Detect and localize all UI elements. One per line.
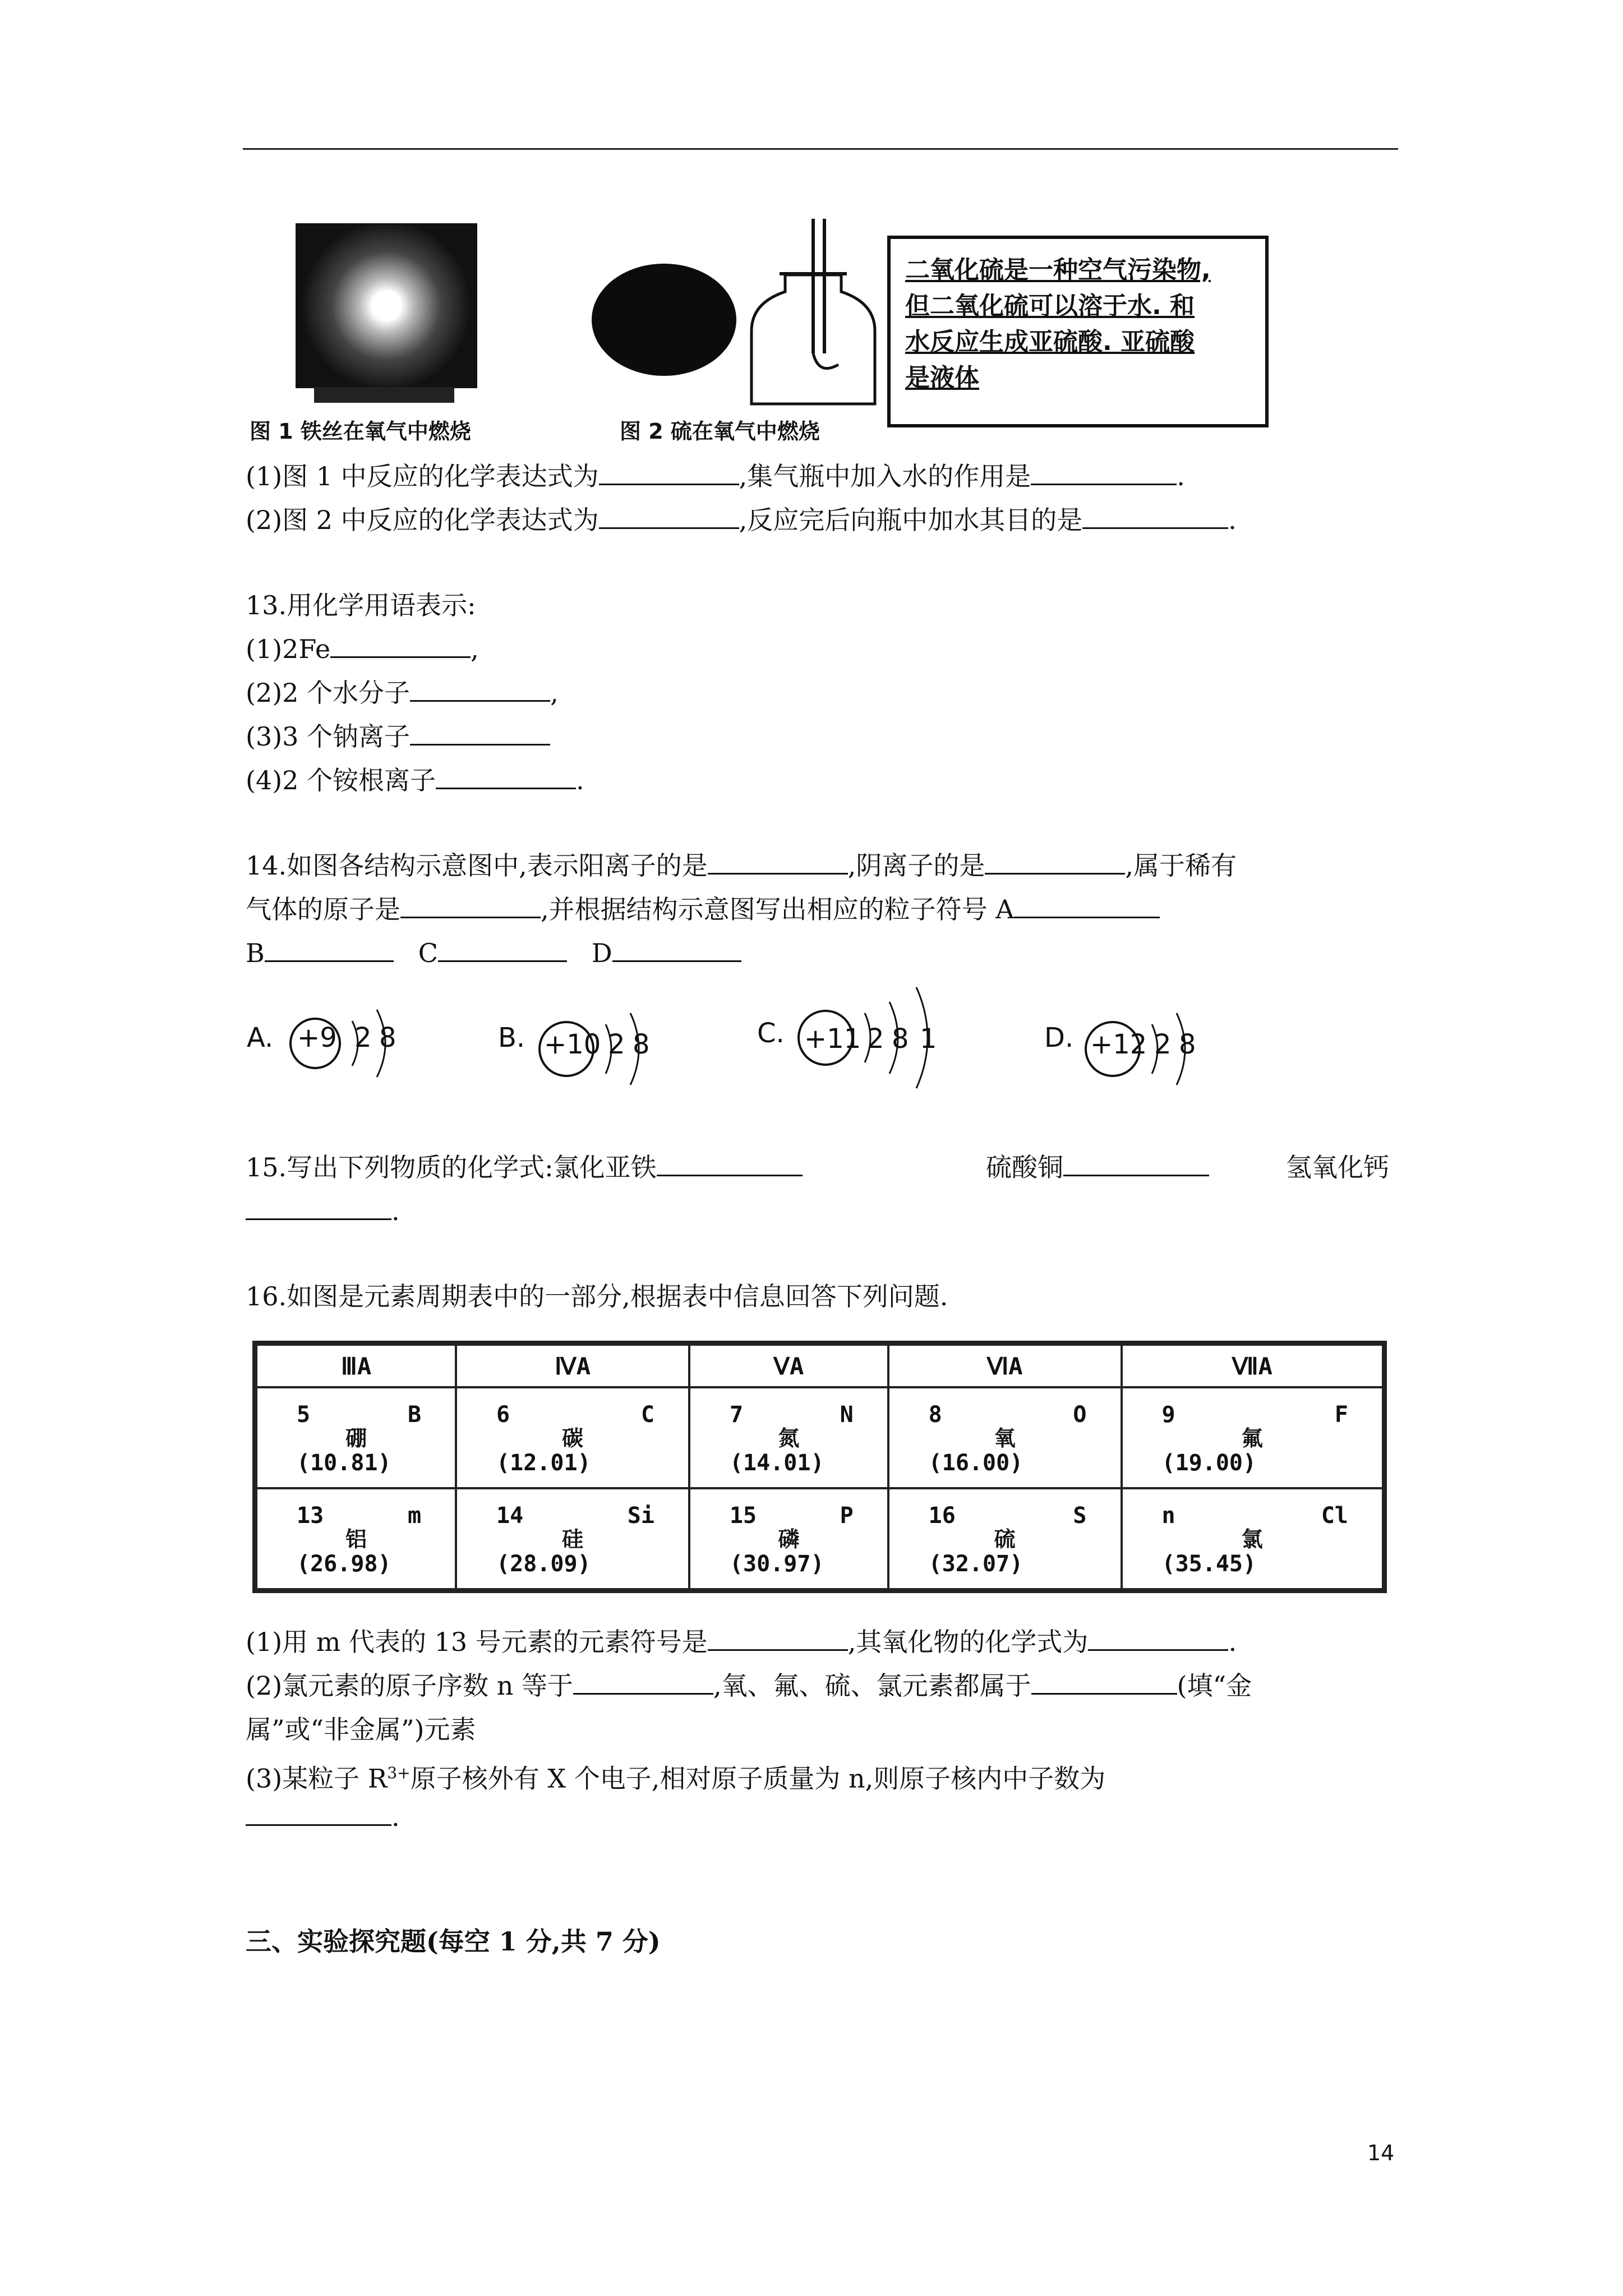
answer-blank[interactable] xyxy=(265,931,394,962)
section-heading: 三、实验探究题(每空 1 分,共 7 分) xyxy=(246,1926,661,1957)
element-cell: 8 O 氧 (16.00) xyxy=(888,1387,1122,1488)
element-cell: 14 Si 硅 (28.09) xyxy=(456,1488,689,1589)
q13-item: (2)2 个水分子 , xyxy=(246,671,559,715)
element-cell: n Cl 氯 (35.45) xyxy=(1122,1488,1384,1589)
answer-blank[interactable] xyxy=(985,844,1125,875)
answer-blank[interactable] xyxy=(1031,1664,1177,1695)
element-cell: 15 P 磷 (30.97) xyxy=(689,1488,888,1589)
answer-blank[interactable] xyxy=(400,887,541,918)
atom-diagram-a: A. +9 2 8 xyxy=(247,987,432,1099)
answer-blank[interactable] xyxy=(330,627,471,658)
group-header: ⅥA xyxy=(888,1345,1122,1387)
q13-item: (1)2Fe , xyxy=(246,627,479,671)
q16-part2: (2)氯元素的原子序数 n 等于 ,氧、氟、硫、氯元素都属于 (填“金 xyxy=(246,1664,1252,1708)
sulfur-burning-flame xyxy=(592,264,736,376)
answer-blank[interactable] xyxy=(438,931,567,962)
element-cell: 6 C 碳 (12.01) xyxy=(456,1387,689,1488)
element-cell: 5 B 硼 (10.81) xyxy=(256,1387,456,1488)
answer-blank[interactable] xyxy=(657,1145,803,1176)
answer-blank[interactable] xyxy=(1014,887,1160,918)
q12-part1: (1)图 1 中反应的化学表达式为 ,集气瓶中加入水的作用是 . xyxy=(246,454,1185,498)
atom-diagram-b: B. +10 2 8 xyxy=(498,987,689,1099)
answer-blank[interactable] xyxy=(599,498,739,529)
q16-title: 16.如图是元素周期表中的一部分,根据表中信息回答下列问题. xyxy=(246,1281,948,1312)
element-cell: 7 N 氮 (14.01) xyxy=(689,1387,888,1488)
photo-base xyxy=(314,387,454,403)
element-cell: 13 m 铝 (26.98) xyxy=(256,1488,456,1589)
group-header: ⅤA xyxy=(689,1345,888,1387)
answer-blank[interactable] xyxy=(708,844,848,875)
group-header: ⅦA xyxy=(1122,1345,1384,1387)
iron-wire-burning-photo xyxy=(296,223,477,388)
element-cell: 9 F 氟 (19.00) xyxy=(1122,1387,1384,1488)
answer-blank[interactable] xyxy=(410,671,550,702)
answer-blank[interactable] xyxy=(708,1620,848,1651)
q16-part2-cont: 属”或“非金属”)元素 xyxy=(246,1714,476,1745)
answer-blank[interactable] xyxy=(573,1664,713,1695)
gas-bottle-diagram xyxy=(740,213,892,415)
figure1-caption: 图 1 铁丝在氧气中燃烧 xyxy=(250,419,471,444)
answer-blank[interactable] xyxy=(1063,1145,1209,1176)
page-number: 14 xyxy=(1367,2141,1395,2165)
figure2-caption: 图 2 硫在氧气中燃烧 xyxy=(620,419,820,444)
q15-line2: . xyxy=(246,1189,400,1233)
answer-blank[interactable] xyxy=(246,1189,391,1220)
answer-blank[interactable] xyxy=(246,1795,391,1826)
info-line: 水反应生成亚硫酸. 亚硫酸 xyxy=(905,328,1195,356)
q14-line3: B C D xyxy=(246,931,741,975)
answer-blank[interactable] xyxy=(1088,1620,1228,1651)
q13-item: (3)3 个钠离子 xyxy=(246,715,550,758)
sulfur-dioxide-info-box xyxy=(887,236,1269,427)
q16-part3-cont: . xyxy=(246,1795,400,1839)
periodic-table-excerpt xyxy=(252,1341,1387,1593)
q14-line1: 14.如图各结构示意图中,表示阳离子的是 ,阴离子的是 ,属于稀有 xyxy=(246,844,1237,887)
info-line: 但二氧化硫可以溶于水. 和 xyxy=(905,292,1195,320)
q13-item: (4)2 个铵根离子 . xyxy=(246,758,584,802)
info-line: 是液体 xyxy=(905,364,979,392)
answer-blank[interactable] xyxy=(599,454,739,485)
atom-diagram-c: C. +11 2 8 1 xyxy=(757,976,970,1099)
q12-part2: (2)图 2 中反应的化学表达式为 ,反应完后向瓶中加水其目的是 . xyxy=(246,498,1237,542)
answer-blank[interactable] xyxy=(612,931,741,962)
header-rule xyxy=(243,148,1398,150)
atom-diagram-d: D. +12 2 8 xyxy=(1044,987,1235,1099)
answer-blank[interactable] xyxy=(1082,498,1228,529)
group-header: ⅣA xyxy=(456,1345,689,1387)
answer-blank[interactable] xyxy=(1031,454,1177,485)
answer-blank[interactable] xyxy=(436,758,576,789)
q16-part1: (1)用 m 代表的 13 号元素的元素符号是 ,其氧化物的化学式为 . xyxy=(246,1620,1237,1664)
q15-line1: 15.写出下列物质的化学式:氯化亚铁 硫酸铜 氢氧化钙 xyxy=(246,1145,1401,1189)
element-cell: 16 S 硫 (32.07) xyxy=(888,1488,1122,1589)
q13-title: 13.用化学用语表示: xyxy=(246,590,476,620)
info-line: 二氧化硫是一种空气污染物, xyxy=(905,256,1211,284)
answer-blank[interactable] xyxy=(410,715,550,746)
q16-part3: (3)某粒子 $R^{3+}$原子核外有 X 个电子,相对原子质量为 n,则原子核内中子数为 xyxy=(246,1763,1106,1794)
group-header: ⅢA xyxy=(256,1345,456,1387)
q14-line2: 气体的原子是 ,并根据结构示意图写出相应的粒子符号 A xyxy=(246,887,1160,931)
